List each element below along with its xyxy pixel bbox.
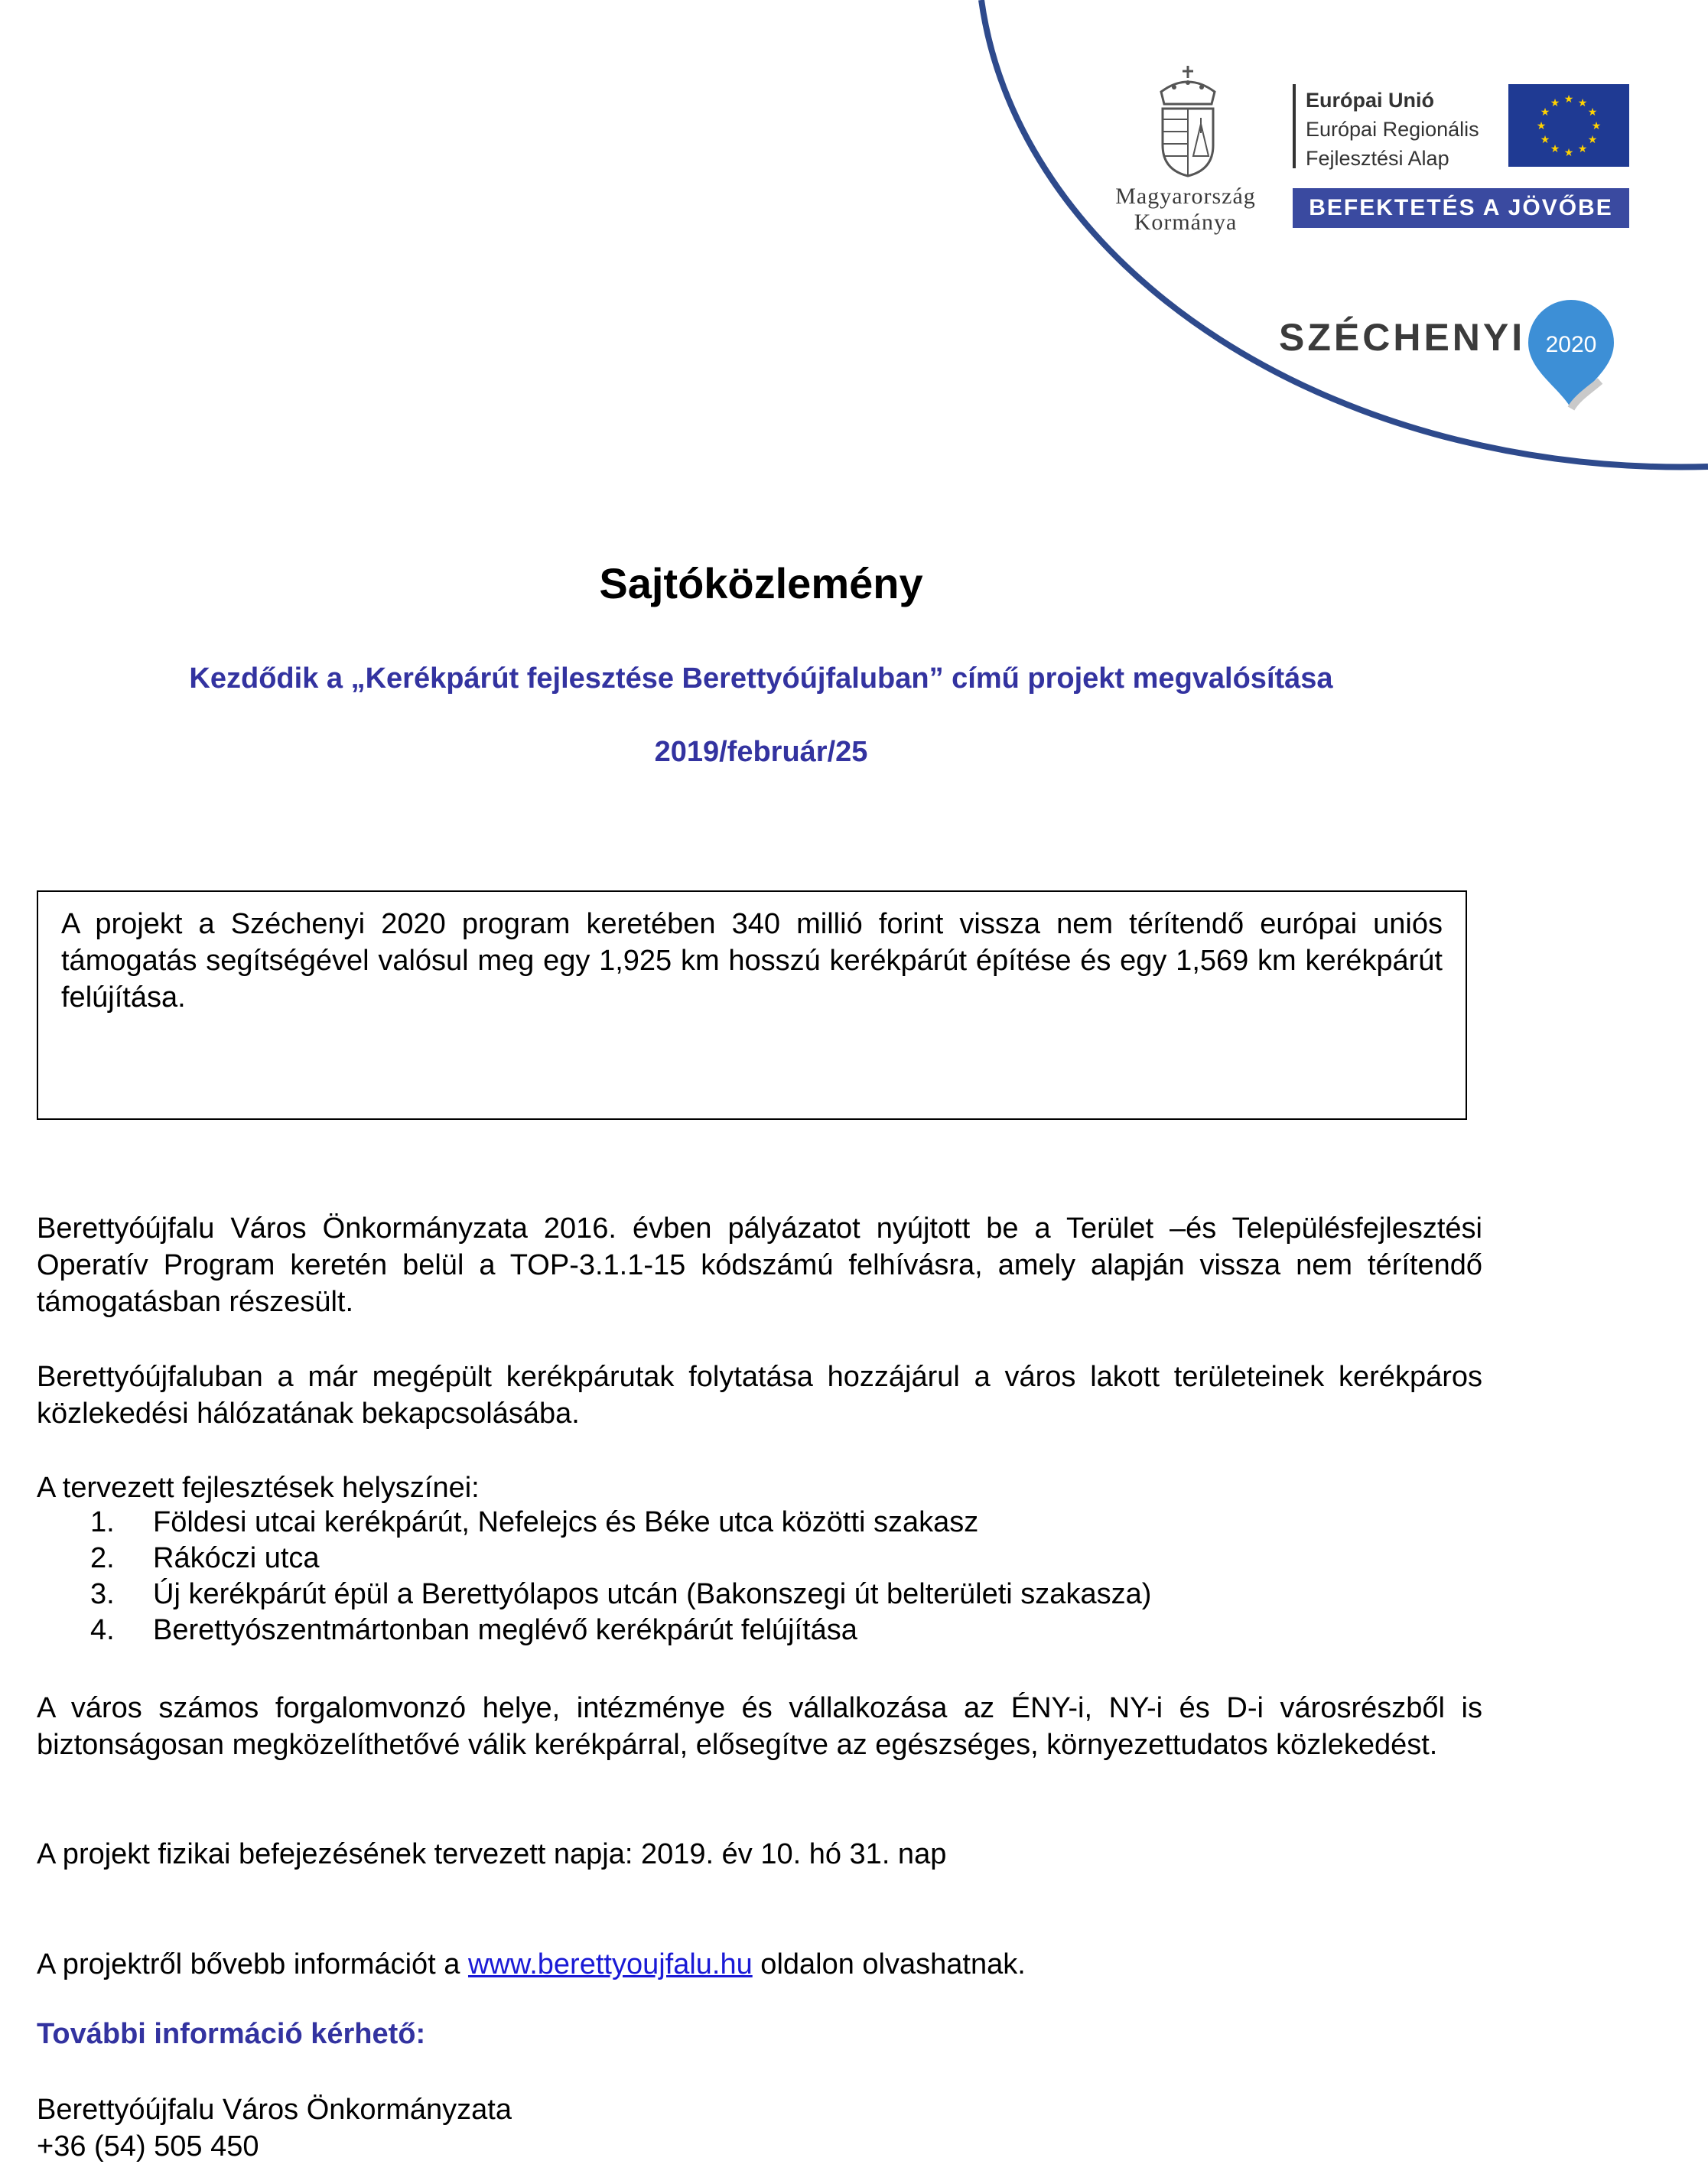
gov-name-line1: Magyarország xyxy=(1115,184,1256,209)
svg-text:★: ★ xyxy=(1577,143,1588,155)
svg-text:★: ★ xyxy=(1550,143,1560,155)
summary-box xyxy=(37,890,1467,1120)
szechenyi-2020-pin-icon xyxy=(1524,297,1619,412)
list-item-text: Rákóczi utca xyxy=(153,1542,320,1574)
svg-text:★: ★ xyxy=(1577,97,1588,109)
list-item xyxy=(90,1613,1151,1648)
svg-text:★: ★ xyxy=(1591,120,1602,132)
list-item-text: Földesi utcai kerékpárút, Nefelejcs és Béke utca közötti szakasz xyxy=(153,1506,979,1538)
page-title: Sajtóközlemény xyxy=(599,559,923,607)
eu-flag-icon xyxy=(1508,84,1629,167)
paragraph-5-before: A projektről bővebb információt a xyxy=(37,1948,468,1980)
paragraph-4: A projekt fizikai befejezésének tervezett napja: 2019. év 10. hó 31. nap xyxy=(37,1838,947,1870)
befektetes-banner: BEFEKTETÉS A JÖVŐBE xyxy=(1293,188,1629,228)
contact-block xyxy=(37,2091,512,2165)
paragraph-2: Berettyóújfaluban a már megépült kerékpárutak folytatása hozzájárul a város lakott területeinek kerékpáros közlekedési hálózatának bekapcsolásába. xyxy=(37,1361,1482,1430)
list-item xyxy=(90,1541,1151,1577)
svg-text:★: ★ xyxy=(1563,93,1574,106)
eu-fund-line2: Fejlesztési Alap xyxy=(1306,147,1449,170)
government-name xyxy=(1071,184,1300,236)
contact-phone: +36 (54) 505 450 xyxy=(37,2130,259,2163)
list-item xyxy=(90,1577,1151,1613)
list-item-number: 2. xyxy=(90,1542,115,1574)
list-item-text: Berettyószentmártonban meglévő kerékpárút felújítása xyxy=(153,1614,857,1646)
summary-text: A projekt a Széchenyi 2020 program keretében 340 millió forint vissza nem térítendő európai uniós támogatás segítségével valósul meg egy 1,925 km hosszú kerékpárút építése és egy 1,569 km kerékpárút felújítása. xyxy=(61,908,1443,1014)
svg-text:★: ★ xyxy=(1587,134,1598,146)
release-date: 2019/február/25 xyxy=(654,736,868,768)
list-item-number: 3. xyxy=(90,1578,115,1610)
list-item-number: 4. xyxy=(90,1614,115,1646)
szechenyi-wordmark: SZÉCHENYI xyxy=(1279,316,1526,359)
svg-text:★: ★ xyxy=(1550,97,1560,109)
list-intro: A tervezett fejlesztések helyszínei: xyxy=(37,1472,480,1504)
gov-name-line2: Kormánya xyxy=(1134,210,1238,235)
eu-label xyxy=(1306,86,1479,173)
list-item-number: 1. xyxy=(90,1506,115,1538)
svg-text:★: ★ xyxy=(1540,134,1550,146)
contact-org: Berettyóújfalu Város Önkormányzata xyxy=(37,2094,512,2126)
page-subtitle: Kezdődik a „Kerékpárút fejlesztése Berettyóújfaluban” című projekt megvalósítása xyxy=(189,662,1333,695)
coat-of-arms-icon xyxy=(1155,64,1221,179)
eu-fund-line1: Európai Regionális xyxy=(1306,118,1479,141)
paragraph-5 xyxy=(37,1946,1482,1983)
svg-text:★: ★ xyxy=(1587,106,1598,119)
locations-list xyxy=(90,1505,1151,1648)
paragraph-5-after: oldalon olvashatnak. xyxy=(752,1948,1026,1980)
list-item xyxy=(90,1505,1151,1541)
website-link[interactable]: www.berettyoujfalu.hu xyxy=(467,1948,753,1980)
contact-heading: További információ kérhető: xyxy=(37,2018,426,2050)
szechenyi-year: 2020 xyxy=(1545,332,1597,357)
svg-text:★: ★ xyxy=(1563,147,1574,159)
eu-divider xyxy=(1293,84,1296,168)
paragraph-1: Berettyóújfalu Város Önkormányzata 2016. évben pályázatot nyújtott be a Terület –és Településfejlesztési Operatív Program keretén belül a TOP-3.1.1-15 kódszámú felhívásra, amely alapján vissza nem térítendő támogatásban részesült. xyxy=(37,1212,1482,1318)
svg-text:★: ★ xyxy=(1536,120,1547,132)
svg-text:★: ★ xyxy=(1540,106,1550,119)
eu-title: Európai Unió xyxy=(1306,89,1434,112)
list-item-text: Új kerékpárút épül a Berettyólapos utcán (Bakonszegi út belterületi szakasza) xyxy=(153,1578,1152,1610)
paragraph-3: A város számos forgalomvonzó helye, intézménye és vállalkozása az ÉNY-i, NY-i és D-i városrészből is biztonságosan megközelíthetővé válik kerékpárral, elősegítve az egészséges, környezettudatos közlekedést. xyxy=(37,1692,1482,1761)
